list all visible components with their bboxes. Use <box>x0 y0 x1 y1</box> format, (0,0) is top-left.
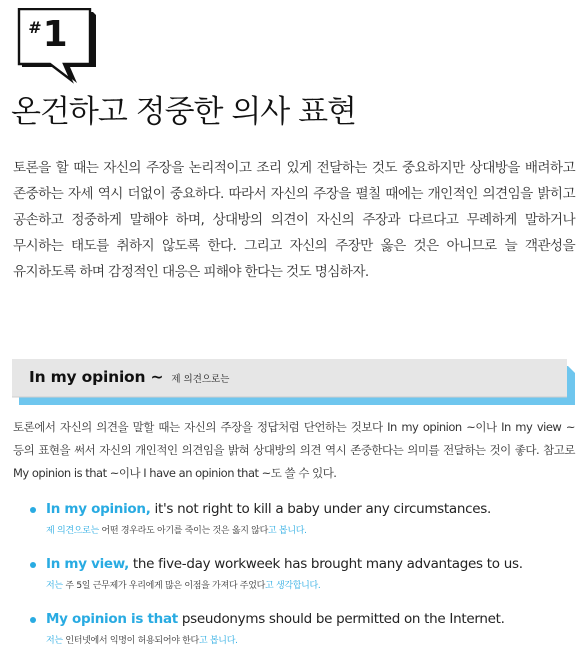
example-korean <box>46 633 238 646</box>
translation-key-phrase: 제 의견으로는 <box>46 526 99 536</box>
section-title-english: In my opinion ~ <box>29 368 164 386</box>
badge-label <box>14 12 82 58</box>
translation-ending: 고 봅니다. <box>198 636 238 646</box>
translation-body: 어떤 경우라도 아기를 죽이는 것은 옳지 않다 <box>98 526 268 536</box>
translation-key-phrase: 저는 <box>46 581 63 591</box>
translation-body: 주 5일 근무제가 우리에게 많은 이점을 가져다 주었다 <box>62 581 265 591</box>
example-english <box>46 556 523 572</box>
translation-body: 인터넷에서 익명이 허용되어야 한다 <box>62 636 199 646</box>
example-english <box>46 501 491 517</box>
example-english <box>46 611 505 627</box>
section-explanation: 토론에서 자신의 의견을 말할 때는 자신의 주장을 정답처럼 단언하는 것보다 In my opinion ~이나 In my view ~ 등의 표현을 써서 자신의 개인적인 의견임을 밝혀 상대방의 의견 역시 존중한다는 의미를 전달하는 것이 좋다. 참고로 My opinion is that ~이나 I have an opinion that ~도 쓸 수 있다. <box>13 420 575 480</box>
example-sentence-rest: the five-day workweek has brought many advantages to us. <box>128 556 523 572</box>
example-sentence-rest: it's not right to kill a baby under any circumstances. <box>150 501 491 517</box>
bullet-dot-icon <box>30 617 36 623</box>
page-title: 온건하고 정중한 의사 표현 <box>11 94 356 130</box>
badge-number: 1 <box>42 14 68 55</box>
example-korean <box>46 523 307 536</box>
intro-paragraph: 토론을 할 때는 자신의 주장을 논리적이고 조리 있게 전달하는 것도 중요하지만 상대방을 배려하고 존중하는 자세 역시 더없이 중요하다. 따라서 자신의 주장을 펼칠 때에는 개인적인 의견임을 밝히고 공손하고 정중하게 말해야 하며, 상대방의 의견이 자신의 주장과 다르다고 무례하게 말하거나 무시하는 태도를 취하지 않도록 한다. 그리고 자신의 주장만 옳은 것은 아니므로 늘 객관성을 유지하도록 하며 감정적인 대응은 피해야 한다는 것도 명심하자. <box>13 160 575 280</box>
section-title-korean: 제 의견으로는 <box>171 374 230 385</box>
example-sentence-rest: pseudonyms should be permitted on the Internet. <box>177 611 505 627</box>
translation-ending: 고 생각합니다. <box>265 581 321 591</box>
example-key-phrase: My opinion is that <box>46 611 178 627</box>
example-korean <box>46 578 321 591</box>
translation-ending: 고 봅니다. <box>267 526 307 536</box>
bullet-dot-icon <box>30 507 36 513</box>
section-title <box>29 368 229 386</box>
bullet-dot-icon <box>30 562 36 568</box>
translation-key-phrase: 저는 <box>46 636 63 646</box>
example-key-phrase: In my view, <box>46 556 129 572</box>
example-key-phrase: In my opinion, <box>46 501 151 517</box>
badge-hash: # <box>28 17 42 37</box>
